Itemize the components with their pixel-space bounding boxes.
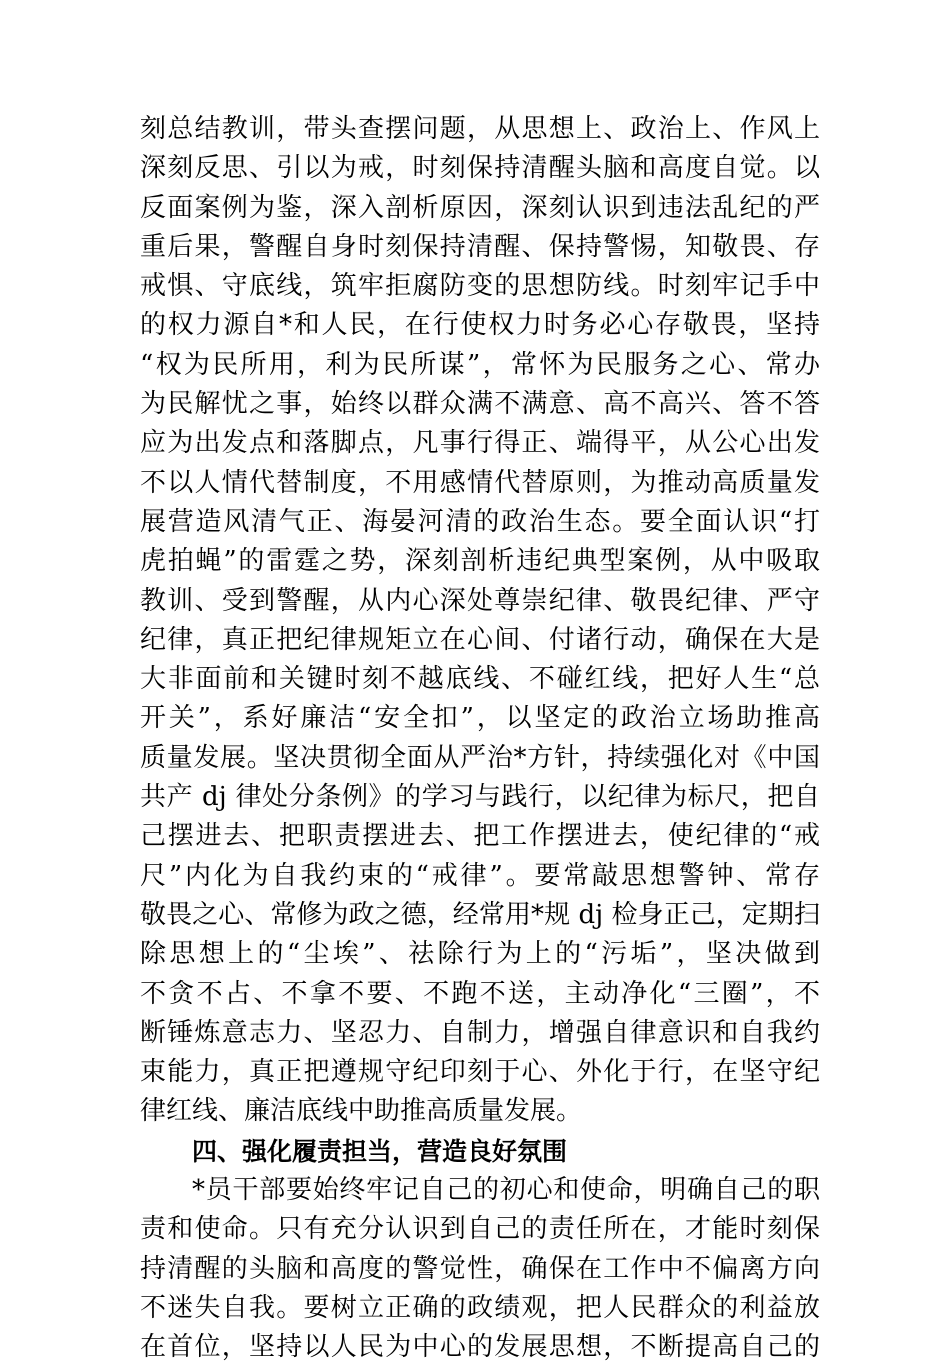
document-body	[140, 110, 820, 1368]
text-line: 在首位，坚持以人民为中心的发展思想，不断提高自己的	[140, 1332, 820, 1363]
text-line: 不迷失自我。要树立正确的政绩观，把人民群众的利益放	[140, 1292, 820, 1323]
text-line: 质量发展。坚决贯彻全面从严治*方针，持续强化对《中国	[140, 742, 820, 773]
text-line: 律红线、廉洁底线中助推高质量发展。	[140, 1096, 583, 1127]
text-line: 展营造风清气正、海晏河清的政治生态。要全面认识“打	[140, 506, 820, 537]
text-line: 反面案例为鉴，深入剖析原因，深刻认识到违法乱纪的严	[140, 192, 820, 223]
text-line: 束能力，真正把遵规守纪印刻于心、外化于行，在坚守纪	[140, 1057, 820, 1088]
text-line: 不以人情代替制度，不用感情代替原则，为推动高质量发	[140, 467, 820, 498]
text-line: 刻总结教训，带头查摆问题，从思想上、政治上、作风上	[140, 114, 820, 144]
text-line: 断锤炼意志力、坚忍力、自制力，增强自律意识和自我约	[140, 1017, 820, 1048]
text-line: 纪律，真正把纪律规矩立在心间、付诸行动，确保在大是	[140, 624, 820, 655]
text-line: 共产 dj 律处分条例》的学习与践行，以纪律为标尺，把自	[140, 782, 820, 813]
text-line: 教训、受到警醒，从内心深处尊崇纪律、敬畏纪律、严守	[140, 585, 820, 616]
text-line: 尺”内化为自我约束的“戒律”。要常敲思想警钟、常存	[140, 860, 820, 891]
section-heading: 四、强化履责担当，营造良好氛围	[192, 1136, 568, 1166]
text-line: “权为民所用，利为民所谋”，常怀为民服务之心、常办	[140, 349, 820, 380]
text-line: 虎拍蝇”的雷霆之势，深刻剖析违纪典型案例，从中吸取	[140, 546, 820, 577]
paragraph-2	[140, 1171, 820, 1367]
text-line: 开关”，系好廉洁“安全扣”，以坚定的政治立场助推高	[140, 703, 820, 734]
text-line: 大非面前和关键时刻不越底线、不碰红线，把好人生“总	[140, 664, 820, 695]
text-line: 重后果，警醒自身时刻保持清醒、保持警惕，知敬畏、存	[140, 231, 820, 262]
text-line: 应为出发点和落脚点，凡事行得正、端得平，从公心出发	[140, 428, 820, 459]
text-line: 除思想上的“尘埃”、祛除行为上的“污垢”，坚决做到	[140, 939, 820, 970]
text-line: 持清醒的头脑和高度的警觉性，确保在工作中不偏离方向	[140, 1253, 820, 1284]
text-line: 责和使命。只有充分认识到自己的责任所在，才能时刻保	[140, 1214, 820, 1245]
text-line: 戒惧、守底线，筑牢拒腐防变的思想防线。时刻牢记手中	[140, 271, 820, 302]
text-line: 己摆进去、把职责摆进去、把工作摆进去，使纪律的“戒	[140, 821, 820, 852]
paragraph-1	[140, 110, 820, 1132]
text-line: 的权力源自*和人民，在行使权力时务必心存敬畏，坚持	[140, 310, 820, 341]
text-line: *员干部要始终牢记自己的初心和使命，明确自己的职	[192, 1175, 820, 1206]
text-line: 深刻反思、引以为戒，时刻保持清醒头脑和高度自觉。以	[140, 153, 820, 184]
text-line: 不贪不占、不拿不要、不跑不送，主动净化“三圈”，不	[140, 978, 820, 1009]
text-line: 为民解忧之事，始终以群众满不满意、高不高兴、答不答	[140, 389, 820, 420]
text-line: 敬畏之心、常修为政之德，经常用*规 dj 检身正己，定期扫	[140, 899, 820, 930]
